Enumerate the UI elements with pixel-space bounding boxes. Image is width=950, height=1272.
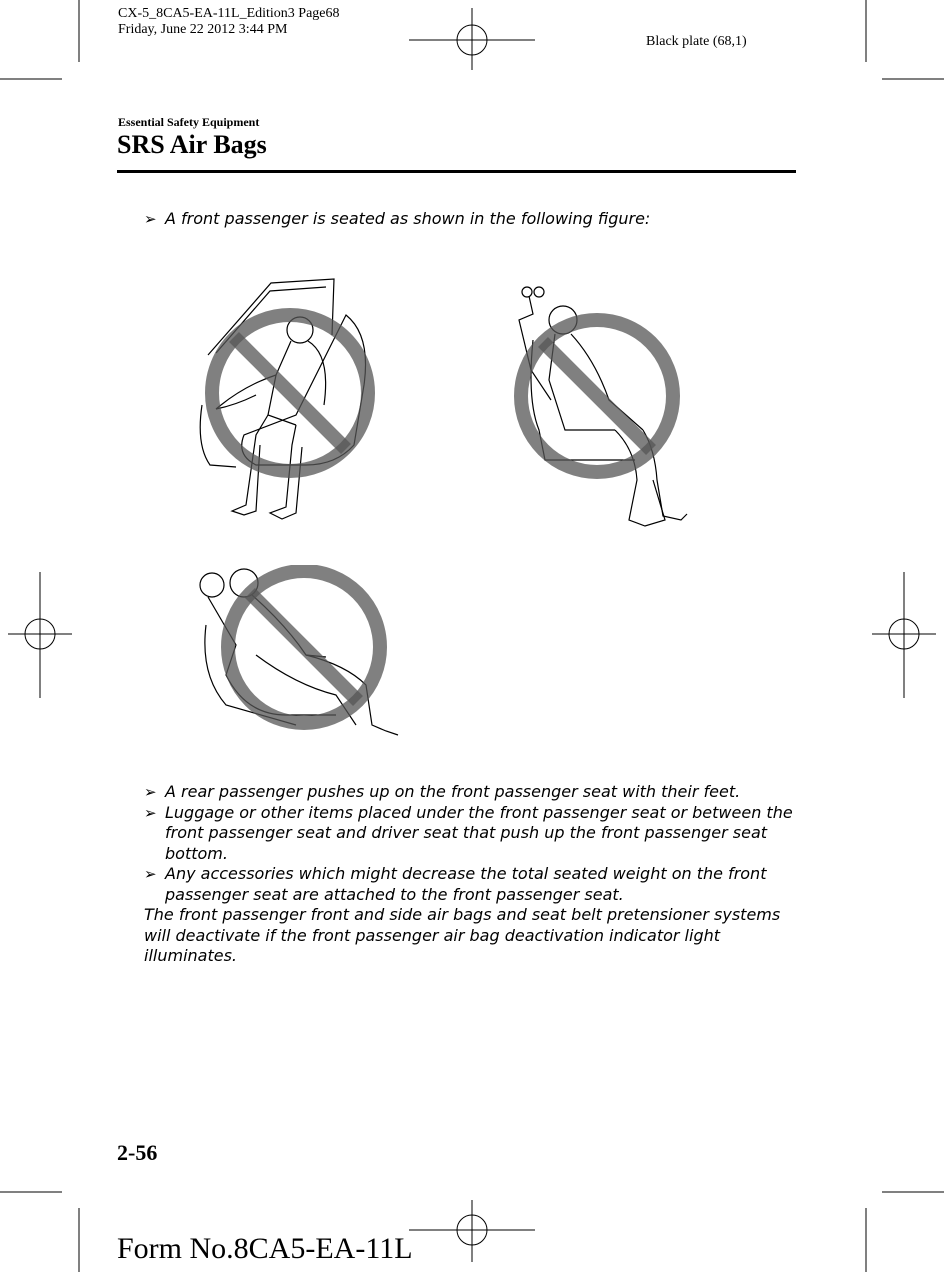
page-number: 2-56: [117, 1140, 158, 1165]
title-rule: [117, 170, 796, 173]
list-item: [144, 803, 794, 865]
section-label: Essential Safety Equipment: [118, 115, 260, 129]
page-title: SRS Air Bags: [117, 130, 267, 159]
intro-item-text: A front passenger is seated as shown in the following figure:: [165, 209, 651, 228]
prohibited-leaning-passenger-icon: [196, 565, 401, 745]
list-item: [144, 864, 794, 905]
print-info-line-1: CX-5_8CA5-EA-11L_Edition3 Page68: [118, 6, 340, 21]
plate-label: Black plate (68,1): [646, 34, 747, 49]
bullet-icon: ➢: [144, 783, 157, 801]
prohibition-sign: [521, 320, 673, 472]
list-item-text: A rear passenger pushes up on the front passenger seat with their feet.: [165, 782, 741, 801]
print-info: [118, 6, 340, 38]
registration-mark-bottom: [409, 1200, 535, 1262]
list-item-text: Any accessories which might decrease the total seated weight on the front passenger seat are attached to the front passenger seat.: [165, 864, 767, 904]
print-info-line-2: Friday, June 22 2012 3:44 PM: [118, 22, 288, 37]
registration-mark-left: [8, 572, 72, 698]
prohibited-arm-raised-passenger-icon: [505, 280, 695, 535]
prohibition-sign: [228, 571, 380, 723]
condition-list: [144, 782, 794, 905]
form-number: Form No.8CA5-EA-11L: [117, 1232, 413, 1265]
prohibited-reclined-passenger-icon: [196, 275, 386, 525]
intro-item: [144, 209, 804, 230]
bullet-icon: ➢: [144, 210, 157, 228]
registration-mark-top: [409, 8, 535, 70]
bullet-icon: ➢: [144, 803, 157, 822]
registration-mark-right: [872, 572, 936, 698]
list-item-text: Luggage or other items placed under the front passenger seat or between the front passenger seat and driver seat that push up the front passenger seat bottom.: [165, 802, 793, 863]
list-item: [144, 782, 794, 803]
bullet-icon: ➢: [144, 865, 157, 883]
closing-paragraph: The front passenger front and side air bags and seat belt pretensioner systems will deactivate if the front passenger air bag deactivation indicator light illuminates.: [144, 905, 781, 965]
